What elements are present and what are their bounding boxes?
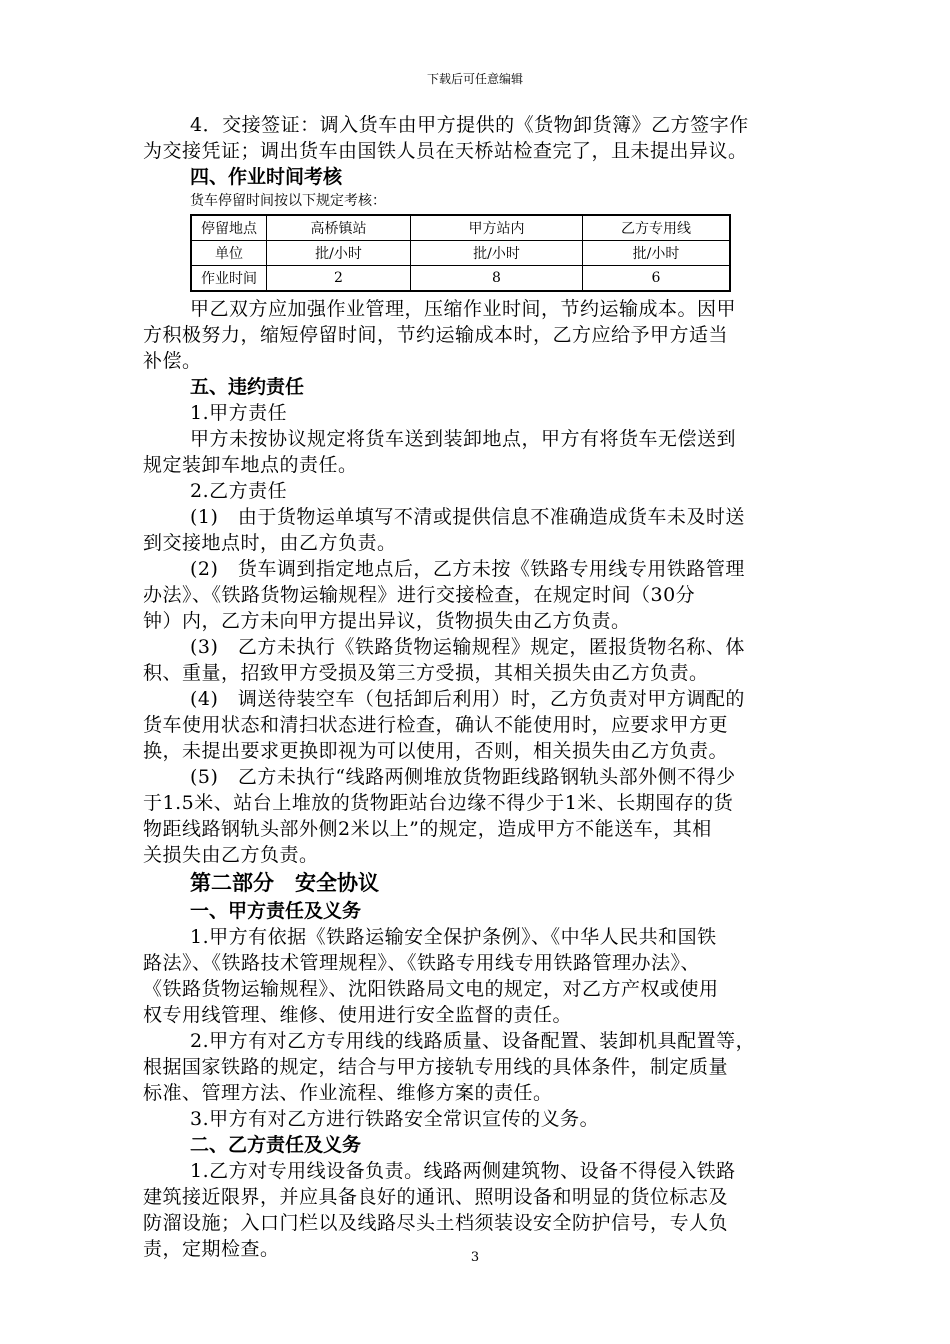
paragraph-line: 规定装卸车地点的责任。 bbox=[143, 454, 358, 476]
list-item-line: 货车使用状态和清扫状态进行检查，确认不能使用时，应要求甲方更 bbox=[143, 714, 729, 736]
paragraph-line: 《铁路货物运输规程》、沈阳铁路局文电的规定，对乙方产权或使用 bbox=[143, 978, 719, 1000]
paragraph-line: 3.甲方有对乙方进行铁路安全常识宣传的义务。 bbox=[190, 1108, 600, 1130]
document-body bbox=[143, 112, 830, 1262]
section-heading-b: 二、乙方责任及义务 bbox=[190, 1134, 362, 1156]
section-heading-5: 五、违约责任 bbox=[190, 376, 305, 398]
paragraph-line: 根据国家铁路的规定，结合与甲方接轨专用线的具体条件，制定质量 bbox=[143, 1056, 729, 1078]
section-heading-4: 四、作业时间考核 bbox=[190, 166, 343, 188]
paragraph-line: 1.甲方有依据《铁路运输安全保护条例》、《中华人民共和国铁 bbox=[190, 926, 717, 948]
paragraph-line: 标准、管理方法、作业流程、维修方案的责任。 bbox=[143, 1082, 553, 1104]
list-item-line: 钟）内，乙方未向甲方提出异议，货物损失由乙方负责。 bbox=[143, 610, 631, 632]
paragraph-line: 2.甲方有对乙方专用线的线路质量、设备配置、装卸机具配置等， bbox=[190, 1030, 756, 1052]
table-cell: 高桥镇站 bbox=[267, 215, 411, 241]
table-header-row bbox=[191, 215, 730, 241]
paragraph-line: 甲乙双方应加强作业管理，压缩作业时间，节约运输成本。因甲 bbox=[190, 298, 737, 320]
table-cell: 批/小时 bbox=[267, 241, 411, 266]
list-item-line: (5) 乙方未执行“线路两侧堆放货物距线路钢轨头部外侧不得少 bbox=[190, 766, 736, 788]
table-cell: 甲方站内 bbox=[411, 215, 583, 241]
section-heading-a: 一、甲方责任及义务 bbox=[190, 900, 362, 922]
paragraph-line: 防溜设施；入口门栏以及线路尽头土档须装设安全防护信号，专人负 bbox=[143, 1212, 729, 1234]
paragraph-line: 权专用线管理、维修、使用进行安全监督的责任。 bbox=[143, 1004, 573, 1026]
list-item-line: (1) 由于货物运单填写不清或提供信息不准确造成货车未及时送 bbox=[190, 506, 745, 528]
list-item-line: 换，未提出要求更换即视为可以使用，否则，相关损失由乙方负责。 bbox=[143, 740, 729, 762]
part-two-title: 第二部分 安全协议 bbox=[190, 870, 379, 895]
subsection-title: 2.乙方责任 bbox=[190, 480, 288, 502]
list-item-line: 到交接地点时，由乙方负责。 bbox=[143, 532, 397, 554]
table-cell: 8 bbox=[411, 266, 583, 292]
paragraph-line: 建筑接近限界，并应具备良好的通讯、照明设备和明显的货位标志及 bbox=[143, 1186, 729, 1208]
table-row bbox=[191, 241, 730, 266]
paragraph-line: 路法》、《铁路技术管理规程》、《铁路专用线专用铁路管理办法》、 bbox=[143, 952, 701, 974]
list-item-line: 于1.5米、站台上堆放的货物距站台边缘不得少于1米、长期囤存的货 bbox=[143, 792, 734, 814]
paragraph-line: 为交接凭证；调出货车由国铁人员在天桥站检查完了，且未提出异议。 bbox=[143, 140, 748, 162]
paragraph-line: 4．交接签证：调入货车由甲方提供的《货物卸货簿》乙方签字作 bbox=[190, 114, 749, 136]
list-item-line: 物距线路钢轨头部外侧2米以上”的规定，造成甲方不能送车，其相 bbox=[143, 818, 712, 840]
table-cell: 停留地点 bbox=[191, 215, 267, 241]
paragraph-line: 方积极努力，缩短停留时间，节约运输成本时，乙方应给予甲方适当 bbox=[143, 324, 729, 346]
table-cell: 批/小时 bbox=[411, 241, 583, 266]
table-cell: 乙方专用线 bbox=[583, 215, 731, 241]
table-row bbox=[191, 266, 730, 292]
table-cell: 作业时间 bbox=[191, 266, 267, 292]
paragraph-line: 补偿。 bbox=[143, 350, 202, 372]
paragraph-line: 甲方未按协议规定将货车送到装卸地点，甲方有将货车无偿送到 bbox=[190, 428, 737, 450]
table-cell: 6 bbox=[583, 266, 731, 292]
table-cell: 2 bbox=[267, 266, 411, 292]
list-item-line: 办法》、《铁路货物运输规程》进行交接检查，在规定时间（30分 bbox=[143, 584, 696, 606]
list-item-line: 积、重量，招致甲方受损及第三方受损，其相关损失由乙方负责。 bbox=[143, 662, 709, 684]
list-item-line: (3) 乙方未执行《铁路货物运输规程》规定，匿报货物名称、体 bbox=[190, 636, 745, 658]
list-item-line: (4) 调送待装空车（包括卸后利用）时，乙方负责对甲方调配的 bbox=[190, 688, 745, 710]
table-cell: 批/小时 bbox=[583, 241, 731, 266]
subsection-title: 1.甲方责任 bbox=[190, 402, 288, 424]
table-caption: 货车停留时间按以下规定考核： bbox=[190, 193, 386, 209]
paragraph-line: 责，定期检查。 bbox=[143, 1238, 280, 1260]
list-item-line: (2) 货车调到指定地点后，乙方未按《铁路专用线专用铁路管理 bbox=[190, 558, 745, 580]
dwell-time-table bbox=[190, 214, 731, 292]
page-header-note: 下载后可任意编辑 bbox=[426, 72, 523, 86]
page-number: 3 bbox=[470, 1250, 480, 1265]
table-cell: 单位 bbox=[191, 241, 267, 266]
paragraph-line: 1.乙方对专用线设备负责。线路两侧建筑物、设备不得侵入铁路 bbox=[190, 1160, 736, 1182]
list-item-line: 关损失由乙方负责。 bbox=[143, 844, 319, 866]
